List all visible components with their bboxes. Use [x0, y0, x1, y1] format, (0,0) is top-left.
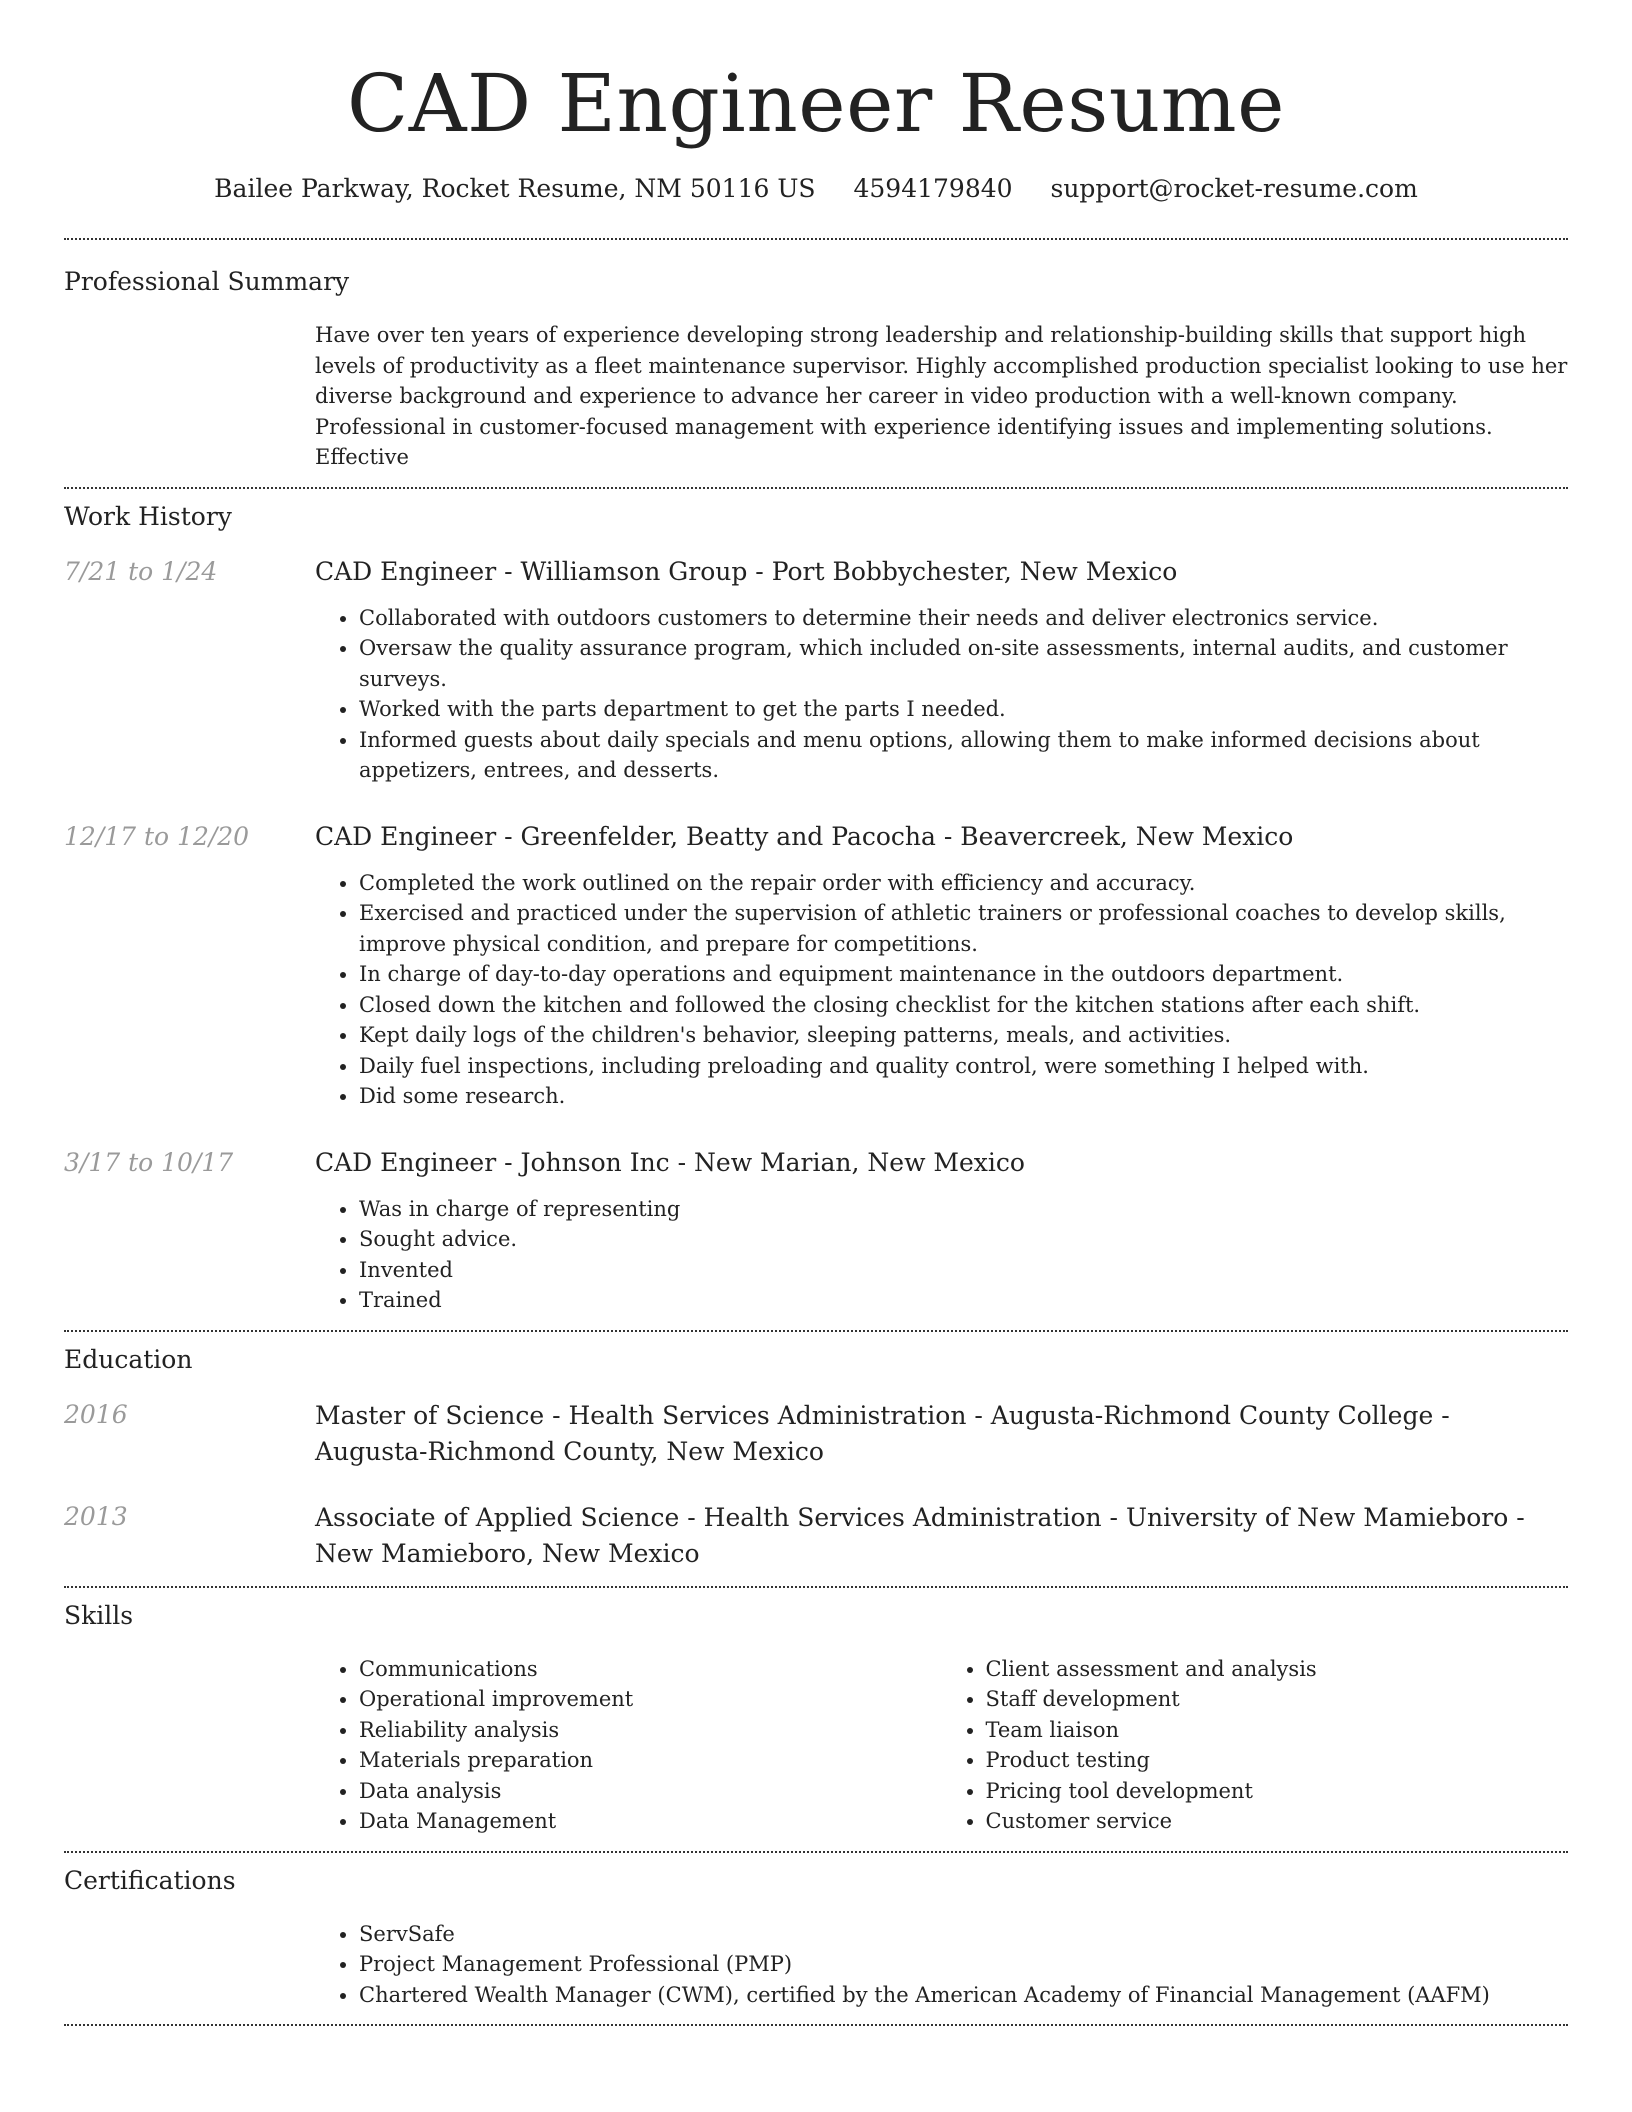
job-bullet: • Daily fuel inspections, including preloading and quality control, were something I helped with.: [359, 1051, 1568, 1082]
education-school: - Augusta-Richmond County College - Augusta-Richmond County, New Mexico: [315, 1400, 1450, 1466]
summary-heading: Professional Summary: [64, 267, 350, 296]
job-bullets: [315, 1194, 1568, 1316]
education-title: [315, 1398, 1568, 1470]
education-degree: Master of Science - Health Services Administration: [315, 1400, 967, 1430]
skills-grid: [315, 1654, 1568, 1837]
job-bullet: • Informed guests about daily specials and menu options, allowing them to make informed decisions about appetizers, entrees, and desserts.: [359, 725, 1568, 786]
job-bullet: • Closed down the kitchen and followed the closing checklist for the kitchen stations after each shift.: [359, 990, 1568, 1021]
job-bullet: • Sought advice.: [359, 1224, 1568, 1255]
job-bullet: • Oversaw the quality assurance program, which included on-site assessments, internal audits, and customer surveys.: [359, 633, 1568, 694]
job-bullet: • Was in charge of representing: [359, 1194, 1568, 1225]
certifications-spacer: [64, 1919, 315, 2011]
work-history-heading: Work History: [64, 501, 232, 531]
certification-item: • ServSafe: [359, 1919, 1568, 1950]
skill-item: • Data Management: [359, 1806, 942, 1837]
skill-item: • Materials preparation: [359, 1745, 942, 1776]
job-dates: 3/17 to 10/17: [64, 1147, 234, 1177]
job-bullet: • Trained: [359, 1285, 1568, 1316]
skill-item: • Communications: [359, 1654, 942, 1685]
skill-item: • Data analysis: [359, 1776, 942, 1807]
certifications-divider: [64, 2024, 1568, 2026]
job-dates: 7/21 to 1/24: [64, 556, 218, 586]
job-entry: [64, 1146, 1568, 1330]
certifications-list: [315, 1919, 1568, 2011]
job-entry: [64, 555, 1568, 786]
phone-text: 4594179840: [853, 174, 1013, 203]
education-degree: Associate of Applied Science - Health Services Administration: [315, 1502, 1102, 1532]
education-entry: [64, 1398, 1568, 1470]
certification-item: • Project Management Professional (PMP): [359, 1949, 1568, 1980]
certifications-section: [64, 1853, 1568, 2025]
skills-heading: Skills: [64, 1600, 134, 1630]
summary-section: [64, 240, 1568, 487]
resume-title: CAD Engineer Resume: [346, 57, 1285, 150]
skill-item: • Reliability analysis: [359, 1715, 942, 1746]
skill-item: • Pricing tool development: [986, 1776, 1569, 1807]
skills-section: [64, 1588, 1568, 1851]
skill-item: • Product testing: [986, 1745, 1569, 1776]
education-section: [64, 1332, 1568, 1586]
job-bullet: • Did some research.: [359, 1081, 1568, 1112]
education-entry: [64, 1500, 1568, 1586]
education-year: 2013: [64, 1501, 128, 1531]
job-bullet: • Worked with the parts department to get the parts I needed.: [359, 694, 1568, 725]
job-title: CAD Engineer - Johnson Inc - New Marian, New Mexico: [315, 1147, 1025, 1177]
summary-text: Have over ten years of experience developing strong leadership and relationship-building skills that support high levels of productivity as a fleet maintenance supervisor. Highly accomplished production specialist looking to use her diverse background and experience to advance her career in video production with a well-known company. Professional in customer-focused management with experience identifying issues and implementing solutions. Effective: [315, 323, 1568, 469]
education-year: 2016: [64, 1399, 128, 1429]
address-text: Bailee Parkway, Rocket Resume, NM 50116 US: [214, 174, 816, 203]
contact-line: [64, 172, 1568, 206]
job-bullet: • Kept daily logs of the children's behavior, sleeping patterns, meals, and activities.: [359, 1020, 1568, 1051]
skill-item: • Operational improvement: [359, 1684, 942, 1715]
job-dates: 12/17 to 12/20: [64, 821, 250, 851]
job-bullet: • Exercised and practiced under the supervision of athletic trainers or professional coaches to develop skills, improve physical condition, and prepare for competitions.: [359, 898, 1568, 959]
skill-item: • Staff development: [986, 1684, 1569, 1715]
summary-spacer: [64, 320, 315, 473]
job-entry: [64, 820, 1568, 1112]
resume-header: [64, 0, 1568, 206]
job-bullet: • Collaborated with outdoors customers to determine their needs and deliver electronics service.: [359, 603, 1568, 634]
skills-list-right: [942, 1654, 1569, 1837]
job-bullet: • In charge of day-to-day operations and equipment maintenance in the outdoors department.: [359, 959, 1568, 990]
job-title: CAD Engineer - Greenfelder, Beatty and Pacocha - Beavercreek, New Mexico: [315, 821, 1294, 851]
job-title: CAD Engineer - Williamson Group - Port Bobbychester, New Mexico: [315, 556, 1178, 586]
email-link[interactable]: support@rocket-resume.com: [1050, 174, 1418, 203]
certifications-heading: Certifications: [64, 1865, 236, 1895]
education-heading: Education: [64, 1344, 193, 1374]
job-bullet: • Invented: [359, 1255, 1568, 1286]
skills-spacer: [64, 1654, 315, 1837]
job-bullets: [315, 603, 1568, 786]
skill-item: • Client assessment and analysis: [986, 1654, 1569, 1685]
certification-item: • Chartered Wealth Manager (CWM), certified by the American Academy of Financial Management (AAFM): [359, 1980, 1568, 2011]
job-bullet: • Completed the work outlined on the repair order with efficiency and accuracy.: [359, 868, 1568, 899]
education-title: [315, 1500, 1568, 1572]
job-bullets: [315, 868, 1568, 1112]
skills-list-left: [315, 1654, 942, 1837]
skill-item: • Customer service: [986, 1806, 1569, 1837]
work-history-section: [64, 489, 1568, 1330]
education-school: - University of New Mamieboro - New Mamieboro, New Mexico: [315, 1502, 1525, 1568]
skill-item: • Team liaison: [986, 1715, 1569, 1746]
